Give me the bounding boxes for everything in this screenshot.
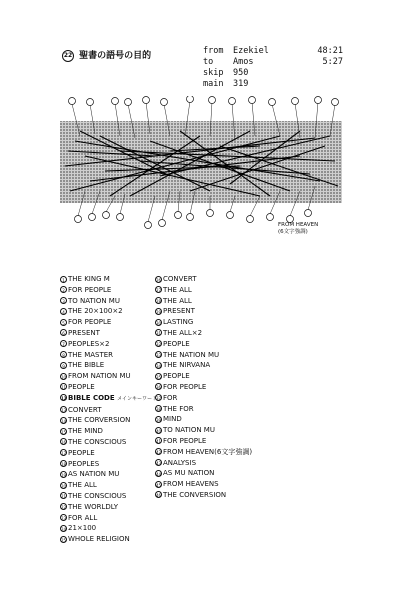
title-number-badge: 22 [62, 50, 74, 62]
meta-key: main [203, 79, 224, 89]
list-item: 20 THE ALL [61, 481, 97, 490]
list-item: 8 THE MASTER [60, 350, 157, 361]
list-item: 34 THE NIRVANA [156, 361, 211, 370]
list-item: 31 THE ALL×2 [156, 328, 203, 337]
list-item: 40 TO NATION MU [156, 426, 215, 435]
bible-code-matrix-figure [60, 96, 342, 242]
from-heaven-label: FROM HEAVEN [278, 222, 319, 228]
list-item: 38 THE FOR [156, 404, 194, 413]
list-item: 30 LASTING [156, 318, 194, 327]
search-parameters [203, 46, 343, 90]
list-item: 35 PEOPLE [156, 372, 190, 381]
page-title [62, 48, 151, 62]
meta-num: 5:27 [322, 57, 343, 67]
list-item: 23 FOR ALL [61, 513, 98, 522]
list-item: 28 THE ALL [156, 296, 192, 305]
list-item: 18 PEOPLES [61, 459, 100, 468]
list-item: 27 THE ALL [156, 285, 192, 294]
meta-key: from [203, 46, 224, 56]
meta-value: Amos [233, 57, 254, 67]
meta-value: 319 [233, 79, 249, 89]
list-item: 41 FOR PEOPLE [156, 436, 207, 445]
list-item: 7 PEOPLES×2 [60, 339, 157, 350]
list-item: 15 THE MIND [61, 427, 103, 436]
from-heaven-note: (6文字強調) [278, 229, 308, 235]
list-item: 10 FROM NATION MU [61, 372, 131, 381]
meta-row-from [203, 46, 343, 57]
list-item: 39 MIND [156, 415, 182, 424]
legend-list-left [60, 274, 157, 545]
list-item: 14 THE CORVERSION [61, 416, 131, 425]
list-item: 42 FROM HEAVEN(6文字強調) [156, 447, 253, 456]
list-item: 4 THE 20×100×2 [60, 306, 157, 317]
list-item: 17 PEOPLE [61, 448, 95, 457]
meta-row-main [203, 79, 343, 90]
list-item: 5 FOR PEOPLE [60, 317, 157, 328]
list-item: 16 THE CONSCIOUS [61, 437, 127, 446]
meta-row-to [203, 57, 343, 68]
list-item: 13 CONVERT [61, 405, 102, 414]
meta-value: 950 [233, 68, 249, 78]
main-keyword-note: メインキーワード [117, 395, 157, 402]
list-item-main-keyword: 12BIBLE CODE メインキーワード [61, 393, 157, 402]
list-item: 25 WHOLE RELIGION [61, 535, 130, 544]
list-item: 26 CONVERT [156, 275, 197, 283]
list-item: 1 THE KING M [60, 274, 157, 285]
list-item: 37 FOR [156, 393, 178, 402]
meta-key: skip [203, 68, 224, 78]
list-item: 3 TO NATION MU [60, 296, 157, 307]
from-heaven-callout [278, 222, 318, 236]
list-item: 32 PEOPLE [156, 339, 190, 348]
list-item: 6 PRESENT [60, 328, 157, 339]
list-item: 21 THE CONSCIOUS [61, 491, 127, 500]
legend-list-right [155, 274, 252, 501]
list-item: 29 PRESENT [156, 307, 195, 316]
list-item: 43 ANALYSIS [156, 458, 197, 467]
list-item: 46 THE CONVERSION [156, 490, 227, 499]
title-text: 聖書の語号の目的 [79, 51, 152, 61]
list-item: 45 FROM HEAVENS [156, 480, 219, 489]
list-item: 44 AS MU NATION [156, 469, 215, 478]
list-item: 2 FOR PEOPLE [60, 285, 157, 296]
meta-key: to [203, 57, 214, 67]
list-item: 9 THE BIBLE [60, 360, 157, 371]
list-item: 11 PEOPLE [61, 382, 95, 391]
list-item: 19 AS NATION MU [61, 470, 120, 479]
meta-row-skip [203, 68, 343, 79]
list-item: 22 THE WORLDLY [61, 502, 119, 511]
meta-num: 48:21 [317, 46, 343, 56]
list-item: 36 FOR PEOPLE [156, 382, 207, 391]
list-item: 24 21×100 [61, 524, 97, 533]
meta-value: Ezekiel [233, 46, 269, 56]
list-item: 33 THE NATION MU [156, 350, 220, 359]
